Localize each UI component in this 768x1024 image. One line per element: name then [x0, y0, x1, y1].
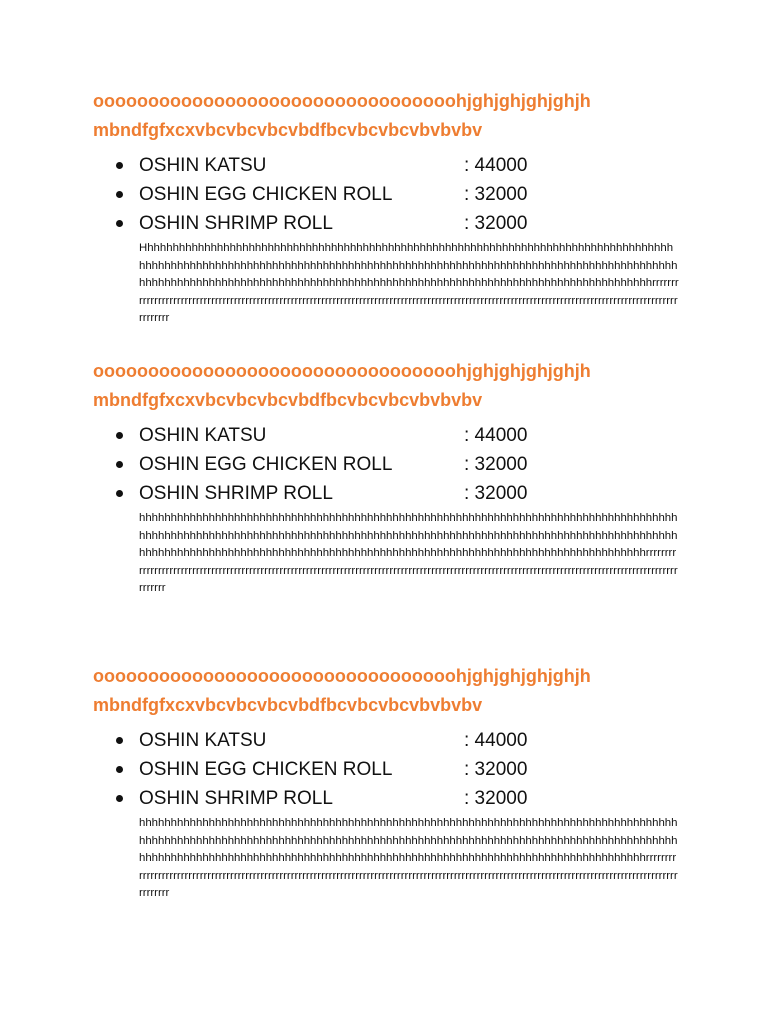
section-note: Hhhhhhhhhhhhhhhhhhhhhhhhhhhhhhhhhhhhhhhhhhhhhhhhhhhhhhhhhhhhhhhhhhhhhhhhhhhhhhhhhhhhhhhhhhhhhhhhhhhhhhhhhhhhhhhhhhhhhhhhhhhhhhhhhhhhhhhhhhhhhhhhhhhhhhhhhhhhhhhhhhhhhhhhhhhhhhhhhhhhhhhhhhhhhhhhhhhhhhhhhhhhhhhhhhhhhhhhhhhhhhhhhhhhhhhhhhhhhhhhhhhhhhhhhhrrrrrrrrrrrrrrrrrrrrrrrrrrrrrrrrrrrrrrrrrrrrrrrrrrrrrrrrrrrrrrrrrrrrrrrrrrrrrrrrrrrrrrrrrrrrrrrrrrrrrrrrrrrrrrrrrrrrrrrrrrrrrrrrrrrrrrrrrrrrrrrrrrrrrrrrrrrrr	[139, 242, 679, 325]
menu-item-katsu	[93, 151, 693, 180]
section-heading	[93, 662, 693, 720]
bullet-icon	[116, 220, 123, 227]
item-price: : 32000	[464, 454, 528, 475]
menu-section-2	[93, 357, 693, 598]
bullet-icon	[116, 162, 123, 169]
menu-item-shrimp-roll	[93, 209, 693, 238]
item-name: OSHIN KATSU	[139, 155, 267, 176]
item-name: OSHIN SHRIMP ROLL	[139, 788, 333, 809]
item-name: OSHIN EGG CHICKEN ROLL	[139, 759, 393, 780]
bullet-icon	[116, 191, 123, 198]
item-name: OSHIN SHRIMP ROLL	[139, 483, 333, 504]
menu-section-1	[93, 87, 693, 328]
item-name: OSHIN EGG CHICKEN ROLL	[139, 184, 393, 205]
menu-list	[93, 726, 693, 813]
section-note: hhhhhhhhhhhhhhhhhhhhhhhhhhhhhhhhhhhhhhhhhhhhhhhhhhhhhhhhhhhhhhhhhhhhhhhhhhhhhhhhhhhhhhhhhhhhhhhhhhhhhhhhhhhhhhhhhhhhhhhhhhhhhhhhhhhhhhhhhhhhhhhhhhhhhhhhhhhhhhhhhhhhhhhhhhhhhhhhhhhhhhhhhhhhhhhhhhhhhhhhhhhhhhhhhhhhhhhhhhhhhhhhhhhhhhhhhhhhhhhhhhhhhhhhhhrrrrrrrrrrrrrrrrrrrrrrrrrrrrrrrrrrrrrrrrrrrrrrrrrrrrrrrrrrrrrrrrrrrrrrrrrrrrrrrrrrrrrrrrrrrrrrrrrrrrrrrrrrrrrrrrrrrrrrrrrrrrrrrrrrrrrrrrrrrrrrrrrrrrrrrrrrrrr	[139, 512, 678, 595]
bullet-icon	[116, 766, 123, 773]
item-name: OSHIN KATSU	[139, 730, 267, 751]
section-heading-line-1: ooooooooooooooooooooooooooooooooohjghjghjghjghjh	[93, 666, 591, 686]
item-price: : 44000	[464, 155, 528, 176]
bullet-icon	[116, 795, 123, 802]
menu-item-egg-chicken-roll	[93, 180, 693, 209]
item-name: OSHIN KATSU	[139, 425, 267, 446]
bullet-icon	[116, 737, 123, 744]
item-price: : 32000	[464, 213, 528, 234]
item-price: : 32000	[464, 759, 528, 780]
menu-item-egg-chicken-roll	[93, 450, 693, 479]
item-price: : 32000	[464, 483, 528, 504]
section-heading-line-1: ooooooooooooooooooooooooooooooooohjghjghjghjghjh	[93, 91, 591, 111]
section-heading-line-1: ooooooooooooooooooooooooooooooooohjghjghjghjghjh	[93, 361, 591, 381]
section-heading-line-2: mbndfgfxcxvbcvbcvbcvbdfbcvbcvbcvbvbvbv	[93, 120, 483, 140]
item-price: : 44000	[464, 425, 528, 446]
menu-list	[93, 151, 693, 238]
bullet-icon	[116, 490, 123, 497]
section-heading-line-2: mbndfgfxcxvbcvbcvbcvbdfbcvbcvbcvbvbvbv	[93, 390, 483, 410]
item-name: OSHIN EGG CHICKEN ROLL	[139, 454, 393, 475]
section-heading	[93, 87, 693, 145]
section-heading-line-2: mbndfgfxcxvbcvbcvbcvbdfbcvbcvbcvbvbvbv	[93, 695, 483, 715]
menu-item-katsu	[93, 726, 693, 755]
section-note: hhhhhhhhhhhhhhhhhhhhhhhhhhhhhhhhhhhhhhhhhhhhhhhhhhhhhhhhhhhhhhhhhhhhhhhhhhhhhhhhhhhhhhhhhhhhhhhhhhhhhhhhhhhhhhhhhhhhhhhhhhhhhhhhhhhhhhhhhhhhhhhhhhhhhhhhhhhhhhhhhhhhhhhhhhhhhhhhhhhhhhhhhhhhhhhhhhhhhhhhhhhhhhhhhhhhhhhhhhhhhhhhhhhhhhhhhhhhhhhhhhhhhhhhhhrrrrrrrrrrrrrrrrrrrrrrrrrrrrrrrrrrrrrrrrrrrrrrrrrrrrrrrrrrrrrrrrrrrrrrrrrrrrrrrrrrrrrrrrrrrrrrrrrrrrrrrrrrrrrrrrrrrrrrrrrrrrrrrrrrrrrrrrrrrrrrrrrrrrrrrrrrrrrr	[139, 817, 678, 900]
menu-item-katsu	[93, 421, 693, 450]
bullet-icon	[116, 461, 123, 468]
item-name: OSHIN SHRIMP ROLL	[139, 213, 333, 234]
menu-item-egg-chicken-roll	[93, 755, 693, 784]
item-price: : 32000	[464, 788, 528, 809]
section-heading	[93, 357, 693, 415]
menu-item-shrimp-roll	[93, 784, 693, 813]
menu-list	[93, 421, 693, 508]
menu-section-3	[93, 662, 693, 903]
bullet-icon	[116, 432, 123, 439]
item-price: : 32000	[464, 184, 528, 205]
item-price: : 44000	[464, 730, 528, 751]
menu-item-shrimp-roll	[93, 479, 693, 508]
